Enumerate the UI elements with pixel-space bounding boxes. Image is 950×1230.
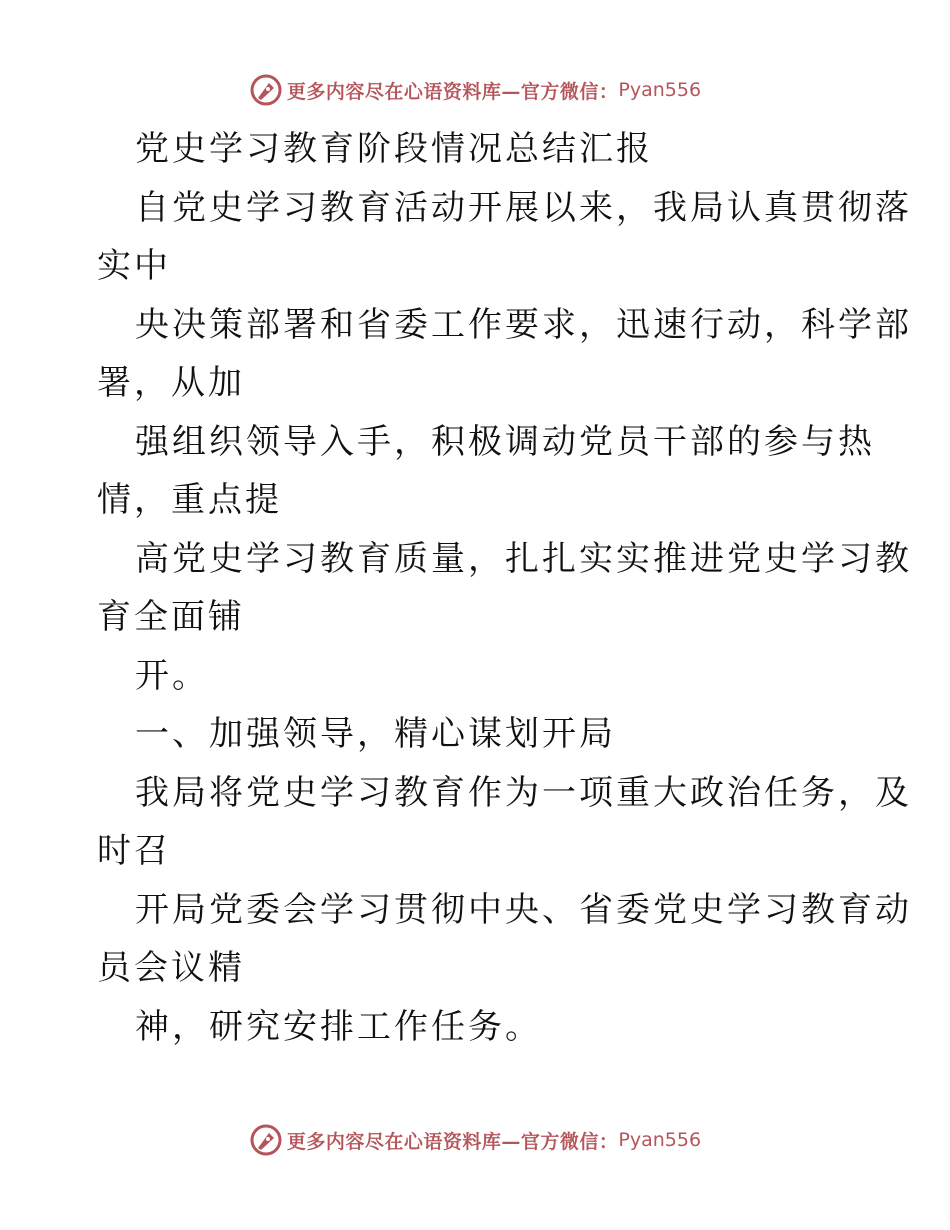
- watermark-banner-bottom: [0, 1120, 950, 1160]
- watermark-wechat-id: Pyan556: [618, 1129, 702, 1151]
- text-line: 开局党委会学习贯彻中央、省委党史学习教育动: [135, 889, 912, 930]
- text-line: 署，从加: [97, 363, 245, 403]
- text-line: 高党史学习教育质量，扎扎实实推进党史学习教: [135, 538, 912, 579]
- text-line: 情，重点提: [97, 480, 282, 520]
- watermark-banner-top: [0, 70, 950, 110]
- text-line: 时召: [97, 831, 171, 871]
- document-body: [97, 120, 912, 1056]
- text-line: 员会议精: [97, 948, 245, 988]
- text-line: 实中: [97, 246, 171, 286]
- watermark-text: 更多内容尽在心语资料库—官方微信：: [286, 80, 619, 103]
- text-line: 自党史学习教育活动开展以来，我局认真贯彻落: [135, 187, 912, 228]
- text-line: 我局将党史学习教育作为一项重大政治任务，及: [135, 772, 912, 813]
- text-line: 一、加强领导，精心谋划开局: [135, 714, 616, 754]
- text-line: 强组织领导入手，积极调动党员干部的参与热: [135, 421, 875, 462]
- text-line: 党史学习教育阶段情况总结汇报: [135, 129, 653, 169]
- text-line: 神，研究安排工作任务。: [135, 1006, 542, 1047]
- text-line: 开。: [135, 655, 209, 696]
- watermark-wechat-id: Pyan556: [618, 79, 702, 101]
- pen-nib-logo-icon: [249, 73, 283, 107]
- text-line: 央决策部署和省委工作要求，迅速行动，科学部: [135, 304, 912, 345]
- text-line: 育全面铺: [97, 597, 245, 637]
- watermark-text: 更多内容尽在心语资料库—官方微信：: [286, 1130, 619, 1153]
- pen-nib-logo-icon: [249, 1123, 283, 1157]
